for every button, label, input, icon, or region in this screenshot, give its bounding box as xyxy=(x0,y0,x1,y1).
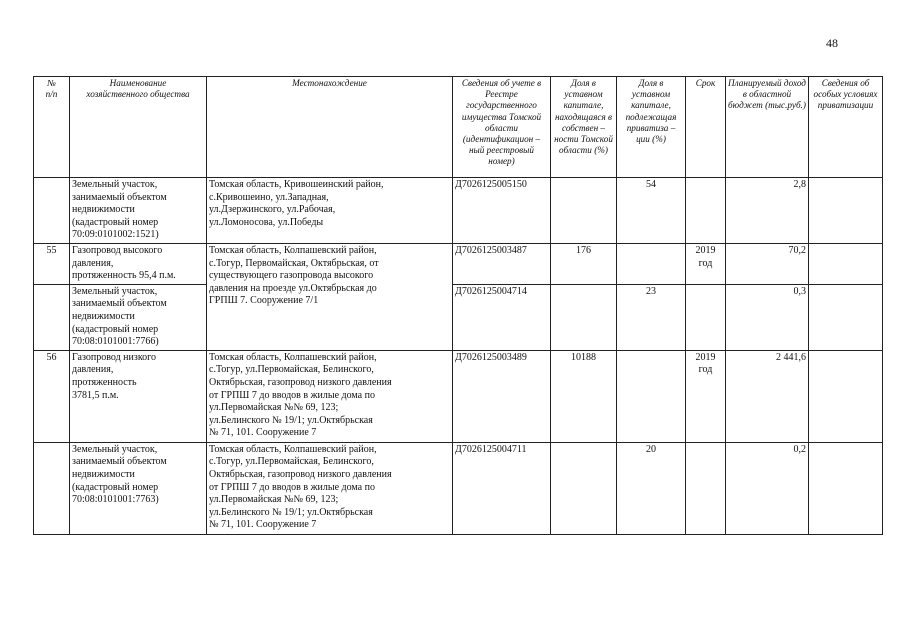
row-name: Газопровод высокого давления, протяженность 95,4 п.м. xyxy=(70,244,207,285)
row-registry-number: Д7026125004714 xyxy=(453,284,551,350)
row-share-privatized: 54 xyxy=(617,178,686,244)
row-num: 55 xyxy=(34,244,70,285)
table-row xyxy=(34,178,883,244)
row-income: 70,2 xyxy=(726,244,809,285)
row-share-owned xyxy=(551,442,617,534)
row-registry-number: Д7026125003487 xyxy=(453,244,551,285)
row-registry-number: Д7026125005150 xyxy=(453,178,551,244)
row-name: Газопровод низкого давления, протяженность 3781,5 п.м. xyxy=(70,350,207,442)
row-registry-number: Д7026125003489 xyxy=(453,350,551,442)
row-location: Томская область, Колпашевский район, с.Тогур, ул.Первомайская, Белинского, Октябрьская, газопровод низкого давления от ГРПШ 7 до вводов в жилые дома по ул.Первомайская №№ 69, 123; ул.Белинского № 19/1; ул.Октябрьская № 71, 101. Сооружение 7 xyxy=(207,442,453,534)
row-num xyxy=(34,284,70,350)
row-share-privatized xyxy=(617,350,686,442)
row-income: 0,2 xyxy=(726,442,809,534)
row-registry-number: Д7026125004711 xyxy=(453,442,551,534)
table-row xyxy=(34,350,883,442)
header-conditions: Сведения об особых условиях приватизации xyxy=(809,77,883,178)
header-term: Срок xyxy=(686,77,726,178)
table-row xyxy=(34,442,883,534)
row-conditions xyxy=(809,178,883,244)
table-row xyxy=(34,244,883,285)
row-income: 2,8 xyxy=(726,178,809,244)
row-name: Земельный участок, занимаемый объектом недвижимости (кадастровый номер 70:08:0101001:7763) xyxy=(70,442,207,534)
row-num xyxy=(34,178,70,244)
header-location: Местонахождение xyxy=(207,77,453,178)
header-share-owned: Доля в уставном капитале, находящаяся в собствен – ности Томской области (%) xyxy=(551,77,617,178)
row-location: Томская область, Кривошеинский район, с.Кривошеино, ул.Западная, ул.Дзержинского, ул.Рабочая, ул.Ломоносова, ул.Победы xyxy=(207,178,453,244)
row-name: Земельный участок, занимаемый объектом недвижимости (кадастровый номер 70:09:0101002:1521) xyxy=(70,178,207,244)
row-location: Томская область, Колпашевский район, с.Тогур, Первомайская, Октябрьская, от существующего газопровода высокого давления на проезде ул.Октябрьская до ГРПШ 7. Сооружение 7/1 xyxy=(207,244,453,351)
row-income: 0,3 xyxy=(726,284,809,350)
row-share-owned: 176 xyxy=(551,244,617,285)
row-share-owned: 10188 xyxy=(551,350,617,442)
row-share-owned xyxy=(551,178,617,244)
row-term xyxy=(686,442,726,534)
row-conditions xyxy=(809,284,883,350)
row-share-privatized: 20 xyxy=(617,442,686,534)
header-num: № п/п xyxy=(34,77,70,178)
row-share-owned xyxy=(551,284,617,350)
row-location: Томская область, Колпашевский район, с.Тогур, ул.Первомайская, Белинского, Октябрьская, газопровод низкого давления от ГРПШ 7 до вводов в жилые дома по ул.Первомайская №№ 69, 123; ул.Белинского № 19/1; ул.Октябрьская № 71, 101. Сооружение 7 xyxy=(207,350,453,442)
row-conditions xyxy=(809,442,883,534)
header-registry: Сведения об учете в Реестре государственного имущества Томской области (идентификацион – ный реестровый номер) xyxy=(453,77,551,178)
row-share-privatized xyxy=(617,244,686,285)
header-share-privatized: Доля в уставном капитале, подлежащая приватиза – ции (%) xyxy=(617,77,686,178)
row-income: 2 441,6 xyxy=(726,350,809,442)
table-row xyxy=(34,284,883,350)
row-conditions xyxy=(809,244,883,285)
row-num: 56 xyxy=(34,350,70,442)
row-term xyxy=(686,284,726,350)
row-name: Земельный участок, занимаемый объектом недвижимости (кадастровый номер 70:08:0101001:7766) xyxy=(70,284,207,350)
row-term: 2019 год xyxy=(686,244,726,285)
privatization-table xyxy=(33,76,883,535)
header-income: Планируемый доход в областной бюджет (тыс.руб.) xyxy=(726,77,809,178)
header-name: Наименование хозяйственного общества xyxy=(70,77,207,178)
row-num xyxy=(34,442,70,534)
row-conditions xyxy=(809,350,883,442)
page-number: 48 xyxy=(826,36,838,50)
row-term: 2019 год xyxy=(686,350,726,442)
table-header-row xyxy=(34,77,883,178)
row-share-privatized: 23 xyxy=(617,284,686,350)
row-term xyxy=(686,178,726,244)
